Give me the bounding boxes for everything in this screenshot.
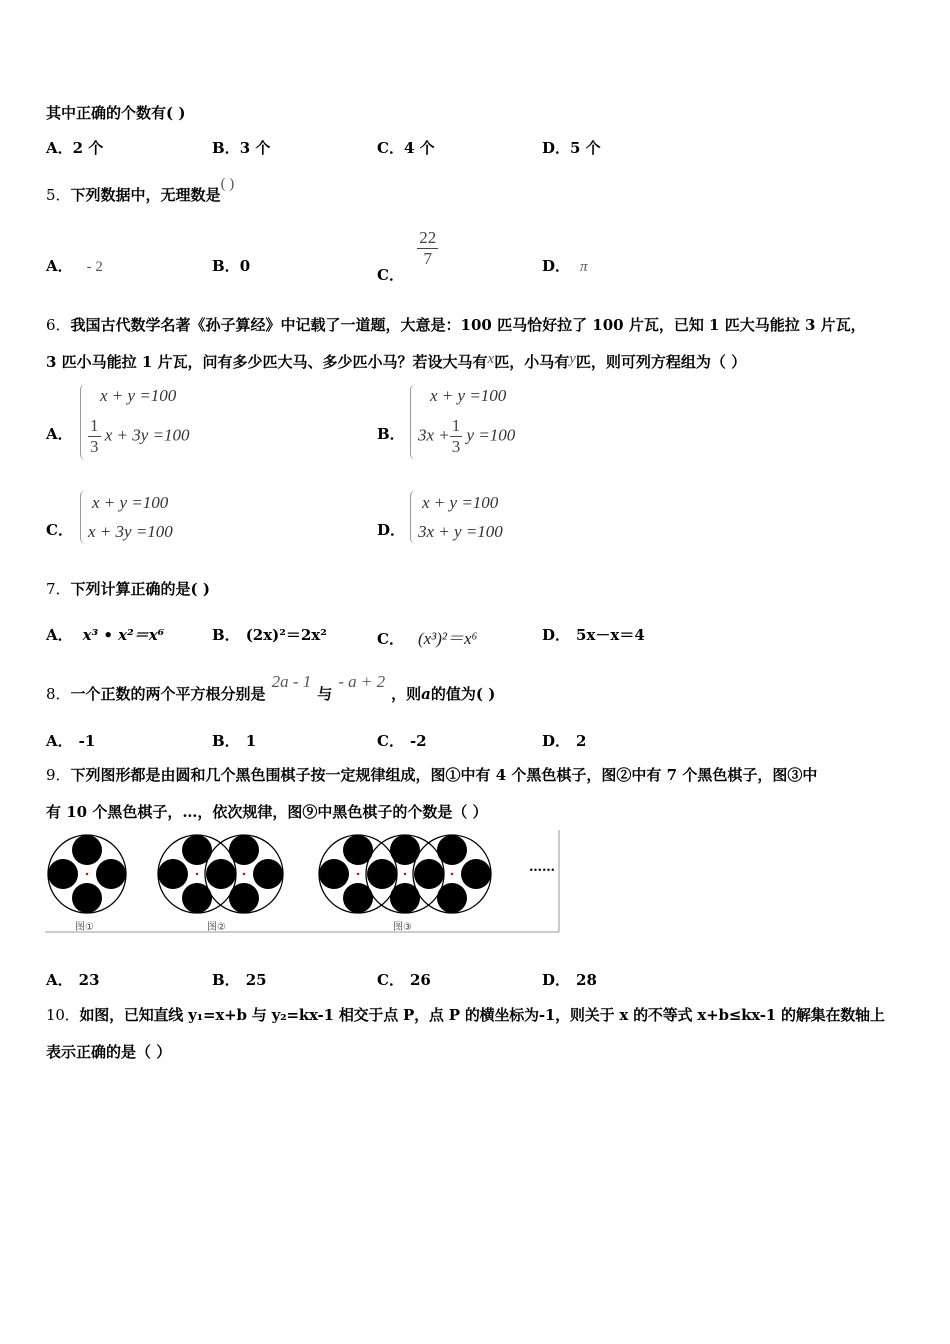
q9-option-c[interactable]: C． 26 [377,971,431,989]
q8-option-b[interactable]: B． 1 [212,732,257,750]
q9-stem-line1: 9．下列图形都是由圆和几个黑色围棋子按一定规律组成，图①中有 4 个黑色棋子，图②中有 7 个黑色棋子，图③中 [46,766,818,784]
q9-option-d[interactable]: D． 28 [542,971,597,989]
q6-option-a[interactable]: A． [46,425,73,443]
q7-option-a[interactable]: A． x³ • x²＝x⁶ [46,626,165,644]
q8-option-a[interactable]: A． -1 [46,732,96,750]
figure-2 [158,835,283,913]
q9-option-b[interactable]: B． 25 [212,971,267,989]
q6-option-d[interactable]: D． [377,521,406,539]
q9-option-a[interactable]: A． 23 [46,971,100,989]
figure-1 [48,835,126,913]
q6-option-b[interactable]: B． [377,425,405,443]
q4-option-d[interactable]: D．5 个 [542,139,601,157]
q4-stem: 其中正确的个数有( ) [46,104,186,122]
q6-system-c: x + y =100 x + 3y =100 [80,490,280,546]
q7-option-d[interactable]: D． 5x－x＝4 [542,626,645,644]
q7-option-c[interactable]: C． (x³)²＝x⁶ [377,629,478,648]
q10-stem-line1: 10．如图，已知直线 y₁=x+b 与 y₂=kx-1 相交于点 P，点 P 的横坐标为-1，则关于 x 的不等式 x+b≤kx-1 的解集在数轴上 [46,1006,885,1024]
figure-3-label: 图③ [393,922,412,933]
q5-stem: 5．下列数据中，无理数是( ) [46,176,235,204]
q6-stem-line2: 3 匹小马能拉 1 片瓦，问有多少匹大马、多少匹小马？若设大马有x匹，小马有y匹，则可列方程组为（ ） [46,351,747,371]
q4-option-b[interactable]: B．3 个 [212,139,271,157]
q6-system-a: x + y =100 $\frac{1}{3}$ x + 3y =100 [80,384,280,462]
figure-2-label: 图② [207,922,226,933]
q5-option-d[interactable]: D． π [542,257,588,275]
q5-option-c[interactable]: C． $\frac{22}{7}$ [377,228,437,284]
q6-option-c[interactable]: C． [46,521,73,539]
go-stones-pattern-figure [45,830,561,938]
figure-3 [319,835,491,913]
q8-stem: 8．一个正数的两个平方根分别是2a - 1与- a + 2，则a的值为( ) [46,672,496,703]
figure-ellipsis: …… [529,860,555,875]
q5-option-b[interactable]: B．0 [212,257,251,275]
q10-stem-line2: 表示正确的是（ ） [46,1043,172,1061]
figure-1-label: 图① [75,922,94,933]
q4-option-a[interactable]: A．2 个 [46,139,104,157]
q5-option-a[interactable]: A． - 2 [46,257,103,275]
q9-stem-line2: 有 10 个黑色棋子，…，依次规律，图⑨中黑色棋子的个数是（ ） [46,803,488,821]
fraction-22-7: $\frac{22}{7}$ [419,228,437,268]
q7-option-b[interactable]: B． (2x)²＝2x² [212,626,327,644]
q4-option-c[interactable]: C．4 个 [377,139,435,157]
q6-system-d: x + y =100 3x + y =100 [410,490,610,546]
q8-option-d[interactable]: D． 2 [542,732,587,750]
q8-option-c[interactable]: C． -2 [377,732,427,750]
q6-system-b: x + y =100 3x + $\frac{1}{3}$ y =100 [410,384,610,462]
q7-stem: 7．下列计算正确的是( ) [46,580,210,598]
q6-stem-line1: 6．我国古代数学名著《孙子算经》中记载了一道题，大意是：100 匹马恰好拉了 100 片瓦，已知 1 匹大马能拉 3 片瓦， [46,316,866,334]
